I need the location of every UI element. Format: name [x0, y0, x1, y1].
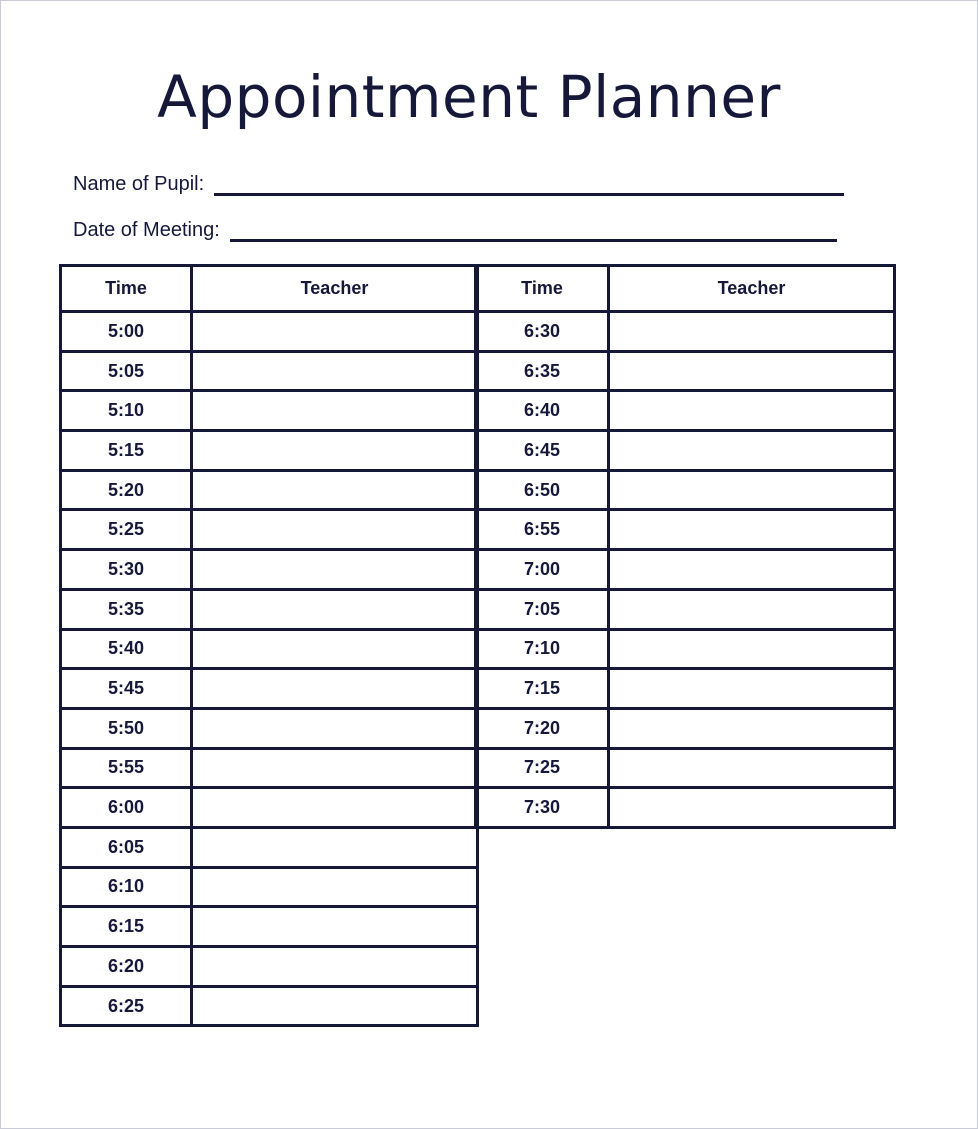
time-cell: 6:10	[61, 867, 192, 907]
teacher-cell[interactable]	[192, 589, 478, 629]
table-row	[61, 550, 478, 590]
time-cell: 5:05	[61, 351, 192, 391]
pupil-name-label: Name of Pupil:	[73, 173, 205, 195]
time-cell: 6:15	[61, 907, 192, 947]
time-header: Time	[61, 266, 192, 312]
time-cell: 7:05	[476, 589, 609, 629]
schedule-table-right	[474, 264, 896, 829]
teacher-cell[interactable]	[609, 470, 895, 510]
table-row	[61, 708, 478, 748]
teacher-cell[interactable]	[192, 629, 478, 669]
table-row	[61, 351, 478, 391]
time-cell: 6:25	[61, 986, 192, 1026]
teacher-cell[interactable]	[609, 550, 895, 590]
teacher-cell[interactable]	[609, 351, 895, 391]
table-row	[61, 986, 478, 1026]
time-cell: 5:55	[61, 748, 192, 788]
time-cell: 7:00	[476, 550, 609, 590]
table-row	[476, 312, 895, 352]
time-cell: 5:40	[61, 629, 192, 669]
time-cell: 7:10	[476, 629, 609, 669]
meeting-date-label: Date of Meeting:	[73, 219, 220, 241]
table-row	[476, 470, 895, 510]
table-row	[476, 589, 895, 629]
table-row	[476, 510, 895, 550]
teacher-cell[interactable]	[192, 708, 478, 748]
table-row	[61, 510, 478, 550]
table-row	[476, 550, 895, 590]
time-cell: 5:15	[61, 431, 192, 471]
time-cell: 5:10	[61, 391, 192, 431]
teacher-cell[interactable]	[192, 510, 478, 550]
teacher-cell[interactable]	[609, 669, 895, 709]
time-cell: 6:55	[476, 510, 609, 550]
table-row	[61, 827, 478, 867]
time-cell: 5:30	[61, 550, 192, 590]
teacher-cell[interactable]	[192, 827, 478, 867]
time-cell: 5:00	[61, 312, 192, 352]
time-cell: 6:00	[61, 788, 192, 828]
teacher-cell[interactable]	[609, 391, 895, 431]
teacher-cell[interactable]	[192, 907, 478, 947]
teacher-header: Teacher	[192, 266, 478, 312]
time-cell: 6:30	[476, 312, 609, 352]
teacher-cell[interactable]	[192, 470, 478, 510]
time-cell: 5:45	[61, 669, 192, 709]
teacher-cell[interactable]	[609, 748, 895, 788]
teacher-cell[interactable]	[609, 589, 895, 629]
table-row	[476, 669, 895, 709]
header-row	[61, 266, 478, 312]
time-cell: 5:50	[61, 708, 192, 748]
table-row	[61, 907, 478, 947]
table-row	[61, 669, 478, 709]
time-cell: 7:15	[476, 669, 609, 709]
teacher-cell[interactable]	[609, 431, 895, 471]
time-cell: 6:50	[476, 470, 609, 510]
time-cell: 6:35	[476, 351, 609, 391]
teacher-cell[interactable]	[609, 788, 895, 828]
table-row	[61, 589, 478, 629]
teacher-cell[interactable]	[609, 629, 895, 669]
teacher-cell[interactable]	[192, 391, 478, 431]
table-row	[61, 470, 478, 510]
table-row	[61, 788, 478, 828]
time-cell: 6:05	[61, 827, 192, 867]
teacher-cell[interactable]	[609, 312, 895, 352]
teacher-cell[interactable]	[192, 867, 478, 907]
table-row	[476, 351, 895, 391]
teacher-cell[interactable]	[192, 550, 478, 590]
table-row	[476, 431, 895, 471]
teacher-cell[interactable]	[192, 431, 478, 471]
schedule-table-left	[59, 264, 479, 1027]
table-row	[61, 431, 478, 471]
meeting-date-field	[73, 219, 837, 242]
teacher-cell[interactable]	[192, 788, 478, 828]
teacher-cell[interactable]	[192, 351, 478, 391]
time-cell: 5:20	[61, 470, 192, 510]
teacher-cell[interactable]	[609, 708, 895, 748]
time-cell: 5:35	[61, 589, 192, 629]
table-row	[476, 391, 895, 431]
teacher-header: Teacher	[609, 266, 895, 312]
table-row	[476, 748, 895, 788]
table-row	[61, 312, 478, 352]
table-row	[61, 629, 478, 669]
table-row	[476, 708, 895, 748]
time-cell: 6:20	[61, 947, 192, 987]
time-cell: 5:25	[61, 510, 192, 550]
table-row	[61, 947, 478, 987]
time-cell: 6:45	[476, 431, 609, 471]
teacher-cell[interactable]	[609, 510, 895, 550]
table-row	[61, 748, 478, 788]
time-cell: 7:30	[476, 788, 609, 828]
meeting-date-line[interactable]	[230, 219, 837, 242]
time-cell: 7:20	[476, 708, 609, 748]
teacher-cell[interactable]	[192, 669, 478, 709]
time-cell: 6:40	[476, 391, 609, 431]
teacher-cell[interactable]	[192, 312, 478, 352]
pupil-name-line[interactable]	[214, 173, 844, 196]
time-cell: 7:25	[476, 748, 609, 788]
teacher-cell[interactable]	[192, 748, 478, 788]
table-row	[476, 629, 895, 669]
time-header: Time	[476, 266, 609, 312]
teacher-cell[interactable]	[192, 986, 478, 1026]
teacher-cell[interactable]	[192, 947, 478, 987]
table-row	[61, 867, 478, 907]
table-row	[61, 391, 478, 431]
header-row	[476, 266, 895, 312]
page-title: Appointment Planner	[157, 63, 781, 131]
pupil-name-field	[73, 173, 844, 196]
table-row	[476, 788, 895, 828]
